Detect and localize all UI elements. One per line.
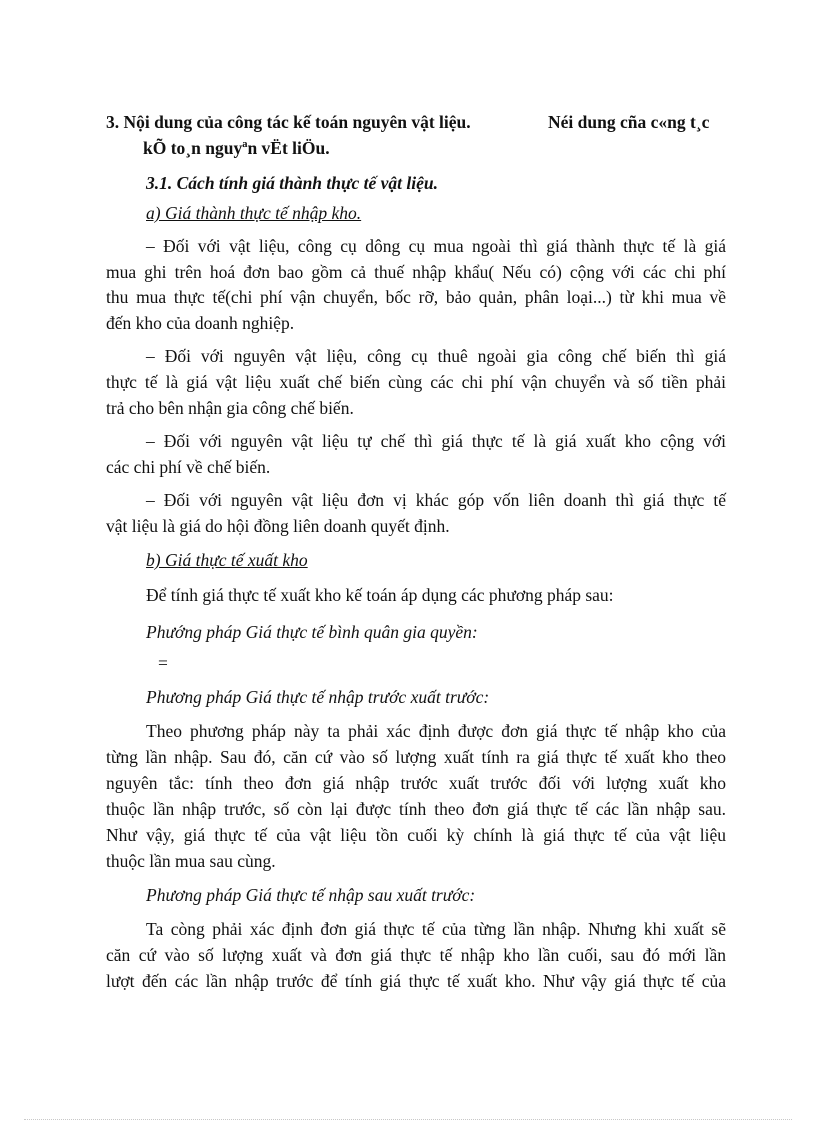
method-title: Phương pháp Giá thực tế nhập sau xuất trước: (146, 885, 476, 905)
paragraph-line: các chi phí về chế biến. (106, 457, 271, 477)
paragraph-line: – Đối với nguyên vật liệu tự chế thì giá thực tế là giá xuất kho cộng với (146, 431, 726, 451)
paragraph-line: Như vậy, giá thực tế của vật liệu tồn cuối kỳ chính là giá thực tế của vật liệu (106, 825, 726, 845)
paragraph-line: lượt đến các lần nhập trước để tính giá thực tế xuất kho. Như vậy giá thực tế của (106, 971, 726, 991)
method-title: Phướng pháp Giá thực tế bình quân gia quyền: (146, 622, 478, 642)
paragraph-line: – Đối với nguyên vật liệu, công cụ thuê ngoài gia công chế biến thì giá (146, 346, 726, 366)
section-a-title: a) Giá thành thực tế nhập kho. (146, 203, 362, 223)
paragraph-line: đến kho của doanh nghiệp. (106, 313, 295, 333)
paragraph-line: thuộc lần mua sau cùng. (106, 851, 276, 871)
subsection-heading: 3.1. Cách tính giá thành thực tế vật liệu. (146, 173, 438, 193)
paragraph-line: – Đối với nguyên vật liệu đơn vị khác góp vốn liên doanh thì giá thực tế (146, 490, 726, 510)
formula-equals: = (158, 653, 168, 673)
paragraph-line: từng lần nhập. Sau đó, căn cứ vào số lượng xuất tính ra giá thực tế xuất kho theo (106, 747, 726, 767)
paragraph-line: thực tế là giá vật liệu xuất chế biến cùng các chi phí vận chuyển và số tiền phải (106, 372, 726, 392)
section-heading: 3. Nội dung của công tác kế toán nguyên vật liệu. (106, 112, 471, 132)
section-heading-garbled-line2: kÕ to¸n nguyªn vËt liÖu. (143, 138, 330, 158)
paragraph-line: căn cứ vào số lượng xuất và đơn giá thực tế nhập kho lần cuối, sau đó mới lần (106, 945, 726, 965)
method-title: Phương pháp Giá thực tế nhập trước xuất trước: (146, 687, 490, 707)
section-heading-garbled: Néi dung cña c«ng t¸c (548, 112, 710, 132)
paragraph-line: thu mua thực tế(chi phí vận chuyển, bốc rỡ, bảo quản, phân loại...) từ khi mua về (106, 287, 726, 307)
paragraph-line: mua ghi trên hoá đơn bao gồm cả thuế nhập khẩu( Nếu có) cộng với các chi phí (106, 262, 726, 282)
paragraph-line: nguyên tắc: tính theo đơn giá nhập trước xuất trước đối với lượng xuất kho (106, 773, 726, 793)
paragraph-line: Ta còng phải xác định đơn giá thực tế của từng lần nhập. Nhưng khi xuất sẽ (146, 919, 726, 939)
paragraph-line: thuộc lần nhập trước, số còn lại được tính theo đơn giá thực tế các lần nhập sau. (106, 799, 726, 819)
paragraph-line: trả cho bên nhận gia công chế biến. (106, 398, 354, 418)
paragraph-line: Để tính giá thực tế xuất kho kế toán áp dụng các phương pháp sau: (146, 585, 614, 605)
paragraph-line: vật liệu là giá do hội đồng liên doanh quyết định. (106, 516, 450, 536)
paragraph-line: – Đối với vật liệu, công cụ dông cụ mua ngoài thì giá thành thực tế là giá (146, 236, 726, 256)
section-b-title: b) Giá thực tế xuất kho (146, 550, 308, 570)
paragraph-line: Theo phương pháp này ta phải xác định được đơn giá thực tế nhập kho của (146, 721, 726, 741)
page-bottom-rule (24, 1119, 792, 1120)
